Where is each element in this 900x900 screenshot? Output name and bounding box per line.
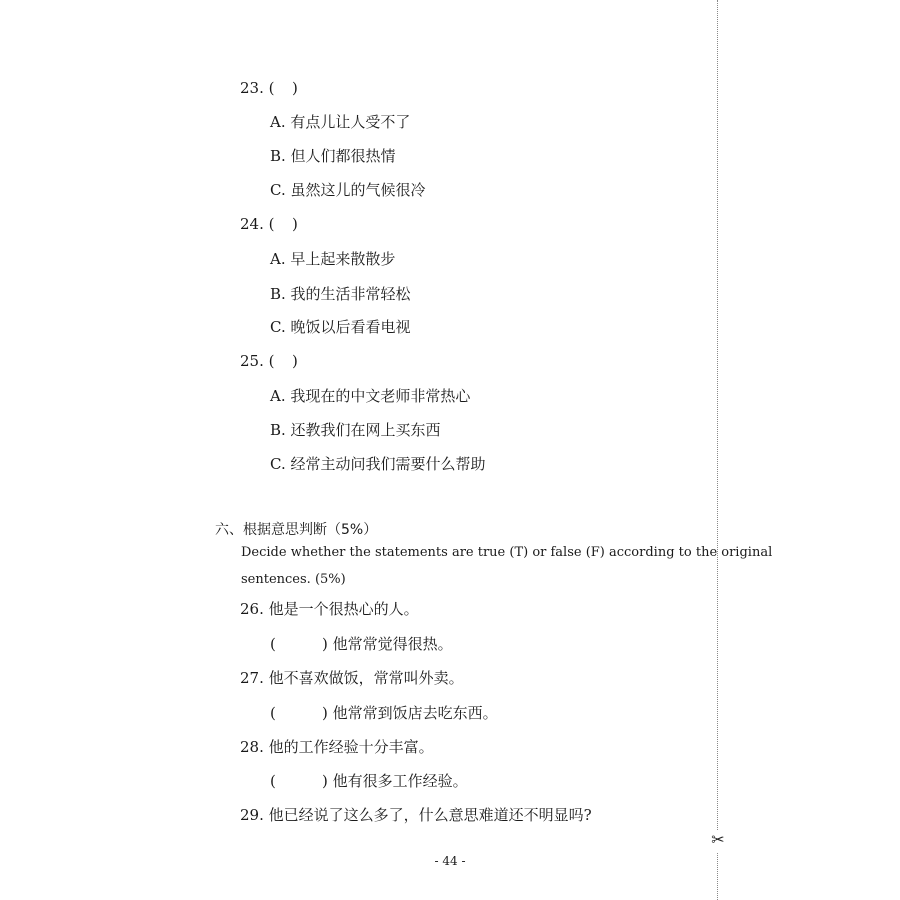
answer-blank[interactable]: ( [270,635,276,653]
question-28: 28. 他的工作经验十分丰富。 [240,738,434,756]
option-25b: B. 还教我们在网上买东西 [270,421,441,439]
question-number: 25. ( [240,352,275,370]
option-23b: B. 但人们都很热情 [270,147,396,165]
question-29: 29. 他已经说了这么多了，什么意思难道还不明显吗? [240,806,592,824]
option-25c: C. 经常主动问我们需要什么帮助 [270,455,486,473]
cut-line [717,0,718,900]
option-24a: A. 早上起来散散步 [270,250,396,268]
statement: ) 他常常觉得很热。 [322,635,453,653]
paren-close: ) [292,215,298,233]
option-24b: B. 我的生活非常轻松 [270,285,411,303]
option-24c: C. 晚饭以后看看电视 [270,318,411,336]
judgement-27 [270,703,498,723]
answer-blank[interactable]: ( [270,704,276,722]
judgement-28 [270,771,468,791]
question-25 [240,351,298,371]
scissors-icon: ✂ [708,830,728,852]
statement: ) 他常常到饭店去吃东西。 [322,704,498,722]
question-24 [240,214,298,234]
option-23a: A. 有点儿让人受不了 [270,113,411,131]
judgement-26 [270,634,453,654]
page-number: - 44 - [434,854,466,868]
section-title: 六、根据意思判断（5%） [215,522,378,538]
answer-blank[interactable]: ( [270,772,276,790]
question-23 [240,78,298,98]
instruction-line-1: Decide whether the statements are true (T) or false (F) according to the original [241,545,773,560]
question-number: 24. ( [240,215,275,233]
paren-close: ) [292,352,298,370]
option-23c: C. 虽然这儿的气候很冷 [270,181,426,199]
option-25a: A. 我现在的中文老师非常热心 [270,387,471,405]
instruction-line-2: sentences. (5%) [241,572,346,587]
statement: ) 他有很多工作经验。 [322,772,468,790]
paren-close: ) [292,79,298,97]
question-26: 26. 他是一个很热心的人。 [240,600,419,618]
question-number: 23. ( [240,79,275,97]
question-27: 27. 他不喜欢做饭，常常叫外卖。 [240,669,464,687]
